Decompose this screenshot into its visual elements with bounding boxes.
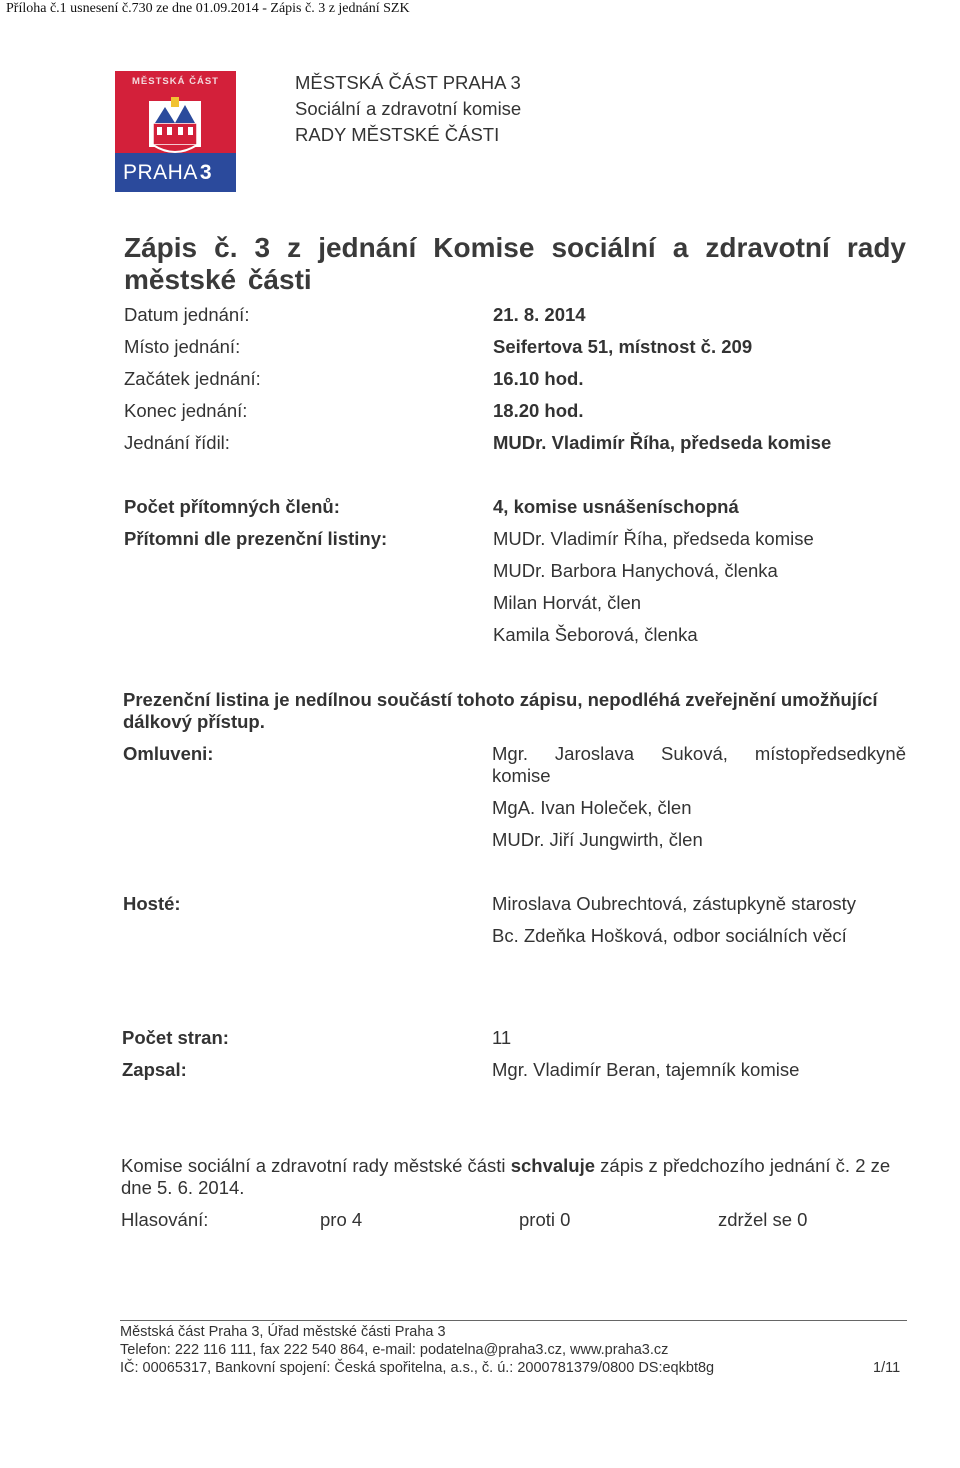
attendance-list-note: Prezenční listina je nedílnou součástí tohoto zápisu, nepodléhá zveřejnění umožňující dálkový přístup.	[123, 689, 878, 732]
organization-header	[295, 70, 521, 148]
recorder-label: Zapsal:	[122, 1059, 187, 1080]
excused-member: MgA. Ivan Holeček, člen	[492, 797, 692, 818]
excused-first-line: Mgr. Jaroslava Suková, místopředsedkyně	[492, 743, 906, 764]
excused-first-cont: komise	[492, 765, 551, 786]
header-line-2: Sociální a zdravotní komise	[295, 98, 522, 119]
title-line-1: Zápis č. 3 z jednání Komise sociální a zdravotní rady	[124, 232, 906, 263]
document-attachment-line: Příloha č.1 usnesení č.730 ze dne 01.09.2014 - Zápis č. 3 z jednání SZK	[6, 1, 410, 16]
title-line-2: městské části	[124, 264, 312, 295]
header-line-1: MĚSTSKÁ ČÁST PRAHA 3	[295, 72, 521, 93]
page-count-value: 11	[492, 1027, 512, 1048]
guests-label: Hosté:	[123, 893, 181, 914]
footer-line-3: IČ: 00065317, Bankovní spojení: Česká spořitelna, a.s., č. ú.: 2000781379/0800 DS:eqkbt8g	[120, 1360, 715, 1376]
footer-line-1: Městská část Praha 3, Úřad městské části Praha 3	[120, 1324, 446, 1340]
header-line-3: RADY MĚSTSKÉ ČÁSTI	[295, 124, 500, 145]
document-title	[124, 232, 906, 296]
vote-label: Hlasování:	[121, 1209, 209, 1230]
meeting-date-value: 21. 8. 2014	[493, 304, 586, 325]
praha3-logo	[115, 71, 236, 192]
vote-against: proti 0	[519, 1209, 571, 1230]
guest-item: Bc. Zdeňka Hošková, odbor sociálních věcí	[492, 925, 847, 946]
attendance-count-value: 4, komise usnášeníschopná	[493, 496, 739, 517]
meeting-place-value: Seifertova 51, místnost č. 209	[493, 336, 753, 357]
present-member: MUDr. Vladimír Říha, předseda komise	[493, 528, 814, 549]
footer-page-number: 1/11	[873, 1360, 901, 1376]
meeting-chair-value: MUDr. Vladimír Říha, předseda komise	[493, 432, 832, 453]
vote-for: pro 4	[320, 1209, 363, 1230]
footer-line-2: Telefon: 222 116 111, fax 222 540 864, e-mail: podatelna@praha3.cz, www.praha3.cz	[120, 1342, 669, 1358]
meeting-place-label: Místo jednání:	[124, 336, 241, 357]
present-member: Kamila Šeborová, členka	[493, 624, 698, 645]
excused-member: MUDr. Jiří Jungwirth, člen	[492, 829, 703, 850]
attendance-count-label: Počet přítomných členů:	[124, 496, 340, 517]
meeting-end-label: Konec jednání:	[124, 400, 248, 421]
excused-label: Omluveni:	[123, 743, 214, 764]
excused-first	[492, 743, 906, 787]
meeting-end-value: 18.20 hod.	[493, 400, 584, 421]
present-member: Milan Horvát, člen	[493, 592, 642, 613]
footer-divider	[120, 1320, 907, 1321]
logo-top-text: MĚSTSKÁ ČÁST	[115, 71, 236, 93]
present-label: Přítomni dle prezenční listiny:	[124, 528, 388, 549]
meeting-start-label: Začátek jednání:	[124, 368, 261, 389]
meeting-start-value: 16.10 hod.	[493, 368, 584, 389]
vote-abstain: zdržel se 0	[718, 1209, 808, 1230]
resolution-text: Komise sociální a zdravotní rady městské části schvaluje zápis z předchozího jednání č. 2 ze dne 5. 6. 2014.	[121, 1155, 891, 1198]
praha3-coat-of-arms-icon	[145, 93, 205, 159]
page-count-label: Počet stran:	[122, 1027, 229, 1048]
logo-praha-text: PRAHA3	[123, 161, 213, 184]
meeting-chair-label: Jednání řídil:	[124, 432, 230, 453]
meeting-date-label: Datum jednání:	[124, 304, 250, 325]
present-member: MUDr. Barbora Hanychová, členka	[493, 560, 778, 581]
recorder-value: Mgr. Vladimír Beran, tajemník komise	[492, 1059, 800, 1080]
guest-item: Miroslava Oubrechtová, zástupkyně starosty	[492, 893, 856, 914]
